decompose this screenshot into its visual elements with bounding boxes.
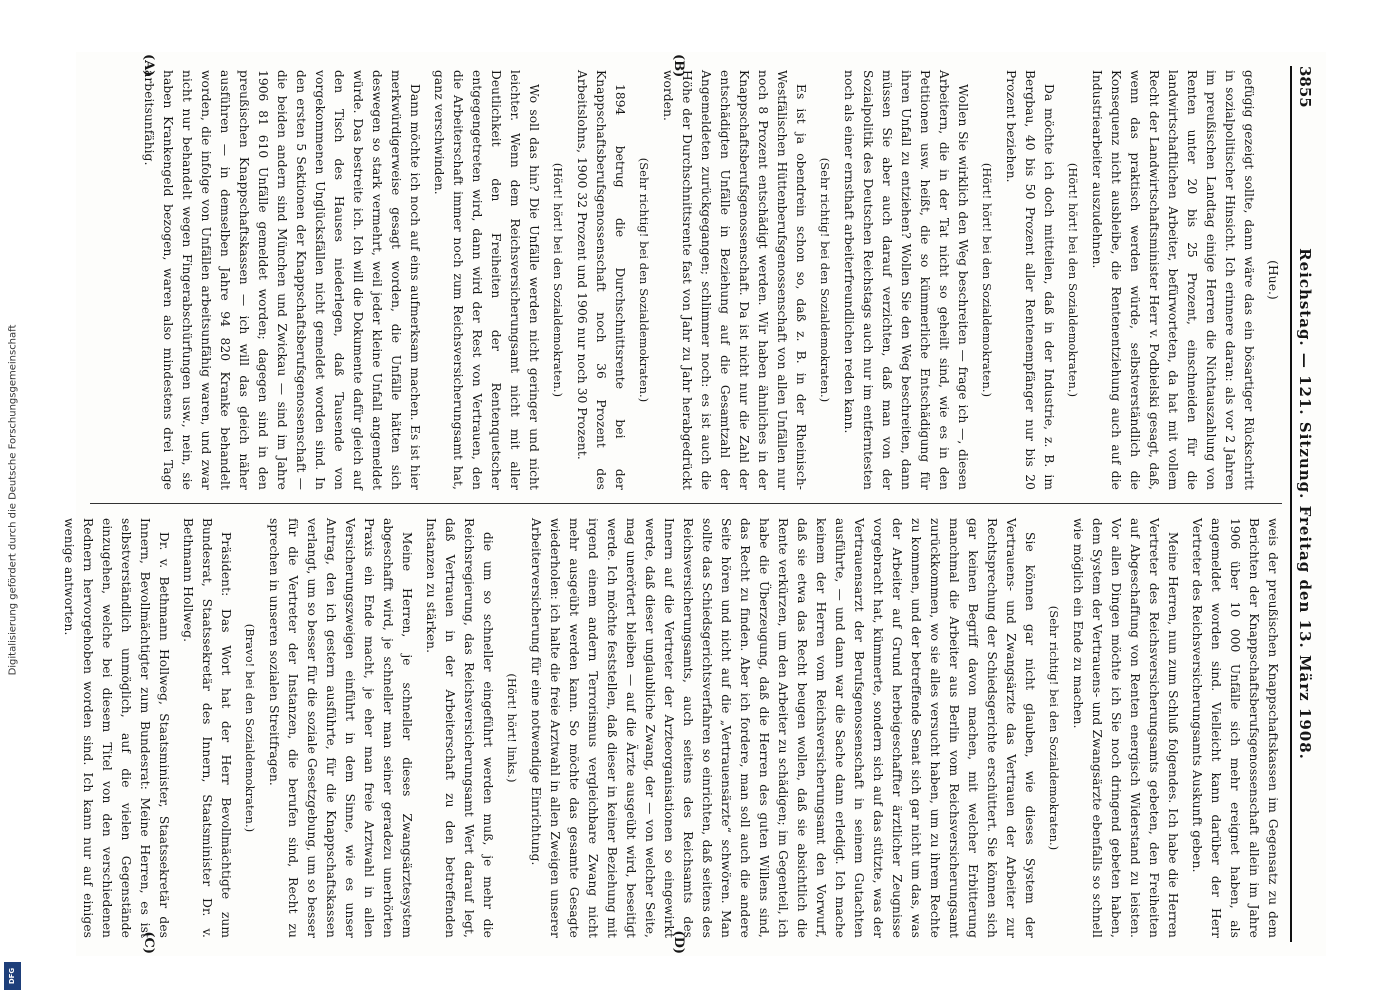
page-number: 3855 bbox=[1296, 66, 1314, 108]
paragraph: Wollen Sie wirklich den Weg beschreiten — frage ich —, diesen Arbeitern, die in der Tat nicht so geheilt sind, wie es in den Petitionen usw. heißt, die so kümmerliche Entschädigung für ihren Unfall zu entziehen? Wollen Sie den Weg beschreiten, dann müssen Sie aber auch darauf verzichten, daß man von der Sozialpolitik des Deutschen Reichstags auch nur im entferntesten noch als einer ernsthaft arbeiterfreundlichen reden kann. bbox=[842, 70, 970, 490]
margin-marker-c: (C) bbox=[141, 931, 156, 954]
page-header bbox=[1290, 66, 1318, 942]
page-title: Reichstag. — 121. Sitzung. Freitag den 13. März 1908. bbox=[1296, 248, 1314, 760]
scanned-page bbox=[62, 52, 1326, 956]
margin-marker-d: (D) bbox=[671, 930, 686, 954]
margin-marker-a: (A) bbox=[141, 54, 156, 77]
credit-text: Digitalisierung gefördert durch die Deutsche Forschungsgemeinschaft bbox=[7, 324, 19, 676]
paragraph: Sie können gar nicht glauben, wie dieses System der Vertrauens- und Zwangsärzte das Vertrauen der Arbeiter zur Rechtsprechung der Schiedsgerichte erschüttert. Sie können sich gar keinen Begriff davon machen, mit welcher Erbitterung manchmal die Arbeiter aus Berlin vom Reichsversicherungsamt zurückkommen, wo sie alles versucht haben, um zu ihrem Rechte zu kommen, und der betreffende Senat sich gar nicht um das, was der Arbeiter auf Grund herbeigeschaffter ärztlicher Zeugnisse vorgebracht hat, kümmerte, sondern sich auf das stützte, was der Vertrauensarzt der Berufsgenossenschaft in seinem Gutachten ausführte, — und dann war die Sache dann erledigt. Ich mache keinem der Herren vom Reichsversicherungsamt den Vorwurf, daß sie etwa das Recht beugen wollen, daß sie absichtlich die Rente verkürzen, um den Arbeiter zu schädigen; im Gegenteil, ich habe die Überzeugung, daß die Herren des guten Willens sind, das Recht zu finden. Aber ich fordere, man soll auch die andere Seite hören und nicht auf die „Vertrauensärzte“ schwören. Man sollte das Schiedsgerichtsverfahren so einrichten, daß seitens des Reichsversicherungsamts, auch seitens des Reichsamts des Innern auf die Vertreter der Arzteorganisationen so eingewirkt werde, daß dieser unglaubliche Zwang, der — von welcher Seite, mag unerörtert bleiben — auf die Ärzte ausgeübt wird, beseitigt werde. Ich möchte feststellen, daß dieser in keiner Beziehung mit irgend einem andern Terrorismus vergleichbare Zwang nicht mehr ausgeübt werden kann. So möchte das gesamte Gesagte wiederholen: ich halte die freie Arztwahl in allen Zweigen unserer Arbeiterversicherung für eine notwendige Einrichtung. bbox=[529, 518, 1037, 938]
paragraph: Es ist ja obendrein schon so, daß z. B. in der Rheinisch-Westfälischen Hüttenberufsgenossenschaft von allen Unfällen nur noch 8 Prozent entschädigt werden. Wir haben ähnliches in der Knappschaftsberufsgenossenschaft. Da ist nicht nur die Zahl der entschädigten Unfälle in Beziehung auf die Gesamtzahl der Angemeldeten zurückgegangen; schlimmer noch: es ist auch die Höhe der Durchschnittsrente fast von Jahr zu Jahr herabgedrückt worden. bbox=[661, 70, 808, 490]
paragraph: Dr. v. Bethmann Hollweg, Staatsminister, Staatssekretär des Innern, Bevollmächtigter zum Bundesrat: Meine Herren, es ist selbstverständlich unmöglich, auf die vielen Gegenstände einzugehen, welche bei diesem Titel von den verschiedenen Rednern hervorgehoben worden sind. Ich kann nur auf einiges wenige antworten. bbox=[62, 518, 171, 938]
interjection: (Sehr richtig! bei den Sozialdemokraten.) bbox=[1047, 605, 1061, 851]
interjection: (Bravo! bei den Sozialdemokraten.) bbox=[243, 623, 257, 833]
column-divider bbox=[90, 503, 1282, 504]
interjection: (Hört! hört! bei den Sozialdemokraten.) bbox=[1066, 162, 1080, 398]
paragraph: Präsident: Das Wort hat der Herr Bevollmächtigte zum Bundesrat, Staatssekretär des Innern, Staatsminister Dr. v. Bethmann Hollweg. bbox=[181, 518, 233, 938]
paragraph: Meine Herren, nun zum Schluß folgendes. Ich habe die Herren Vertreter des Reichsversicherungsamts gebeten, den Freiheiten auf Abgeschaffung von Renten energisch Widerstand zu leisten. Vor allen Dingen möchte ich Sie noch dringend gebeten haben, dem System der Vertrauens- und Zwangsärzte ebenfalls so schnell wie möglich ein Ende zu machen. bbox=[1071, 518, 1180, 938]
paragraph: Dann möchte ich noch auf eins aufmerksam machen. Es ist hier merkwürdigerweise gesagt worden, die Unfälle hätten sich deswegen so stark vermehrt, weil jeder kleine Unfall angemeldet würde. Das bestreite ich. Ich will die Dokumente dafür gleich auf den Tisch des Hauses niederlegen, daß Tausende von vorgekommenen Unglücksfällen nicht gemeldet worden sind. In den ersten 5 Sektionen der Knappschaftsberufsgenossenschaft — die beiden andern sind München und Zwickau — sind im Jahre 1906 81 610 Unfälle gemeldet worden; dagegen sind in den preußischen Knappschaftskassen — ich will das gleich näher ausführen — in demselben Jahre 94 820 Kranke behandelt worden, die infolge von Unfällen arbeitsunfähig waren, und zwar nicht nur behandelt wegen Fingerabschürfungen usw., nein, sie haben Krankengeld bezogen, waren also mindestens drei Tage arbeitsunfähig. bbox=[142, 70, 422, 490]
digitization-credit bbox=[0, 0, 26, 1000]
paragraph: Da möchte ich doch mitteilen, daß in der Industrie, z. B. im Bergbau, 40 bis 50 Prozent aller Rentenempfänger nur bis 20 Prozent beziehen. bbox=[1004, 70, 1056, 490]
dfg-logo: DFG bbox=[4, 962, 21, 990]
paragraph: 1894 betrug die Durchschnittsrente bei der Knappschaftsberufsgenossenschaft noch 36 Prozent des Arbeitslohns, 1900 32 Prozent und 1906 nur noch 30 Prozent. bbox=[575, 70, 627, 490]
paragraph: die um so schneller eingeführt werden muß, je mehr die Reichsregierung, das Reichsversicherungsamt Wert darauf legt, daß Vertrauen in der Arbeiterschaft zu den betreffenden Instanzen zu stärken. bbox=[424, 518, 495, 938]
paragraph: gefügig gezeigt sollte, dann wäre das ein bösartiger Rückschritt in sozialpolitischer Hinsicht. Ich erinnere daran: als vor 2 Jahren im preußischen Landtag einige Herren die Nichtauszahlung von Renten unter 20 bis 25 Prozent, einschneiden für die landwirtschaftlichen Arbeiter, befürworteten, da hat mit vollem Recht der Landwirtschaftsminister Herr v. Podbielski gesagt, daß, wenn das praktisch werden würde, selbstverständlich die Konsequenz nicht ausbleibe, die Rentenentziehung auch auf die Industriearbeiter auszudehnen. bbox=[1090, 70, 1256, 490]
right-column bbox=[62, 518, 1282, 938]
scanned-page-wrapper bbox=[62, 52, 1326, 956]
paragraph: Wo soll das hin? Die Unfälle werden nicht geringer und nicht leichter. Wenn dem Reichsversicherungsamt nicht mit aller Deutlichkeit den Freiheiten der Rentenquetscher entgegengetreten wird, dann wird der Rest von Vertrauen, den die Arbeiterschaft immer noch zum Reichsversicherungsamt hat, ganz verschwinden. bbox=[432, 70, 541, 490]
interjection: (Hört! hört! bei den Sozialdemokraten.) bbox=[980, 162, 994, 398]
paragraph: (Hue.) bbox=[1266, 260, 1280, 300]
paragraph: weis der preußischen Knappschaftskassen im Gegensatz zu dem Berichten der Knappschaftsberufsgenossenschaft allein im Jahre 1906 über 10 000 Unfälle sich mehr ereignet haben, als angemeldet worden sind. Vielleicht kann darüber der Herr Vertreter des Reichsversicherungsamts Auskunft geben. bbox=[1190, 518, 1280, 938]
left-column bbox=[88, 70, 1282, 490]
paragraph: Meine Herren, je schneller dieses Zwangsärztesystem abgeschafft wird, je schneller man seiner geradezu unerhörten Praxis ein Ende macht, je eher man freie Arztwahl in allen Versicherungszweigen einführt in dem Sinne, wie es unser Antrag, den ich gestern ausführte, für die Knappschaftskassen verlangt, um so besser für die soziale Gesetzgebung, um so besser für die Vertreter der Instanzen, die berufen sind, Recht zu sprechen in unseren sozialen Streitfragen. bbox=[267, 518, 414, 938]
interjection: (Hört! hört! links.) bbox=[505, 673, 519, 783]
interjection: (Sehr richtig! bei den Sozialdemokraten.) bbox=[637, 157, 651, 403]
margin-marker-b: (B) bbox=[671, 54, 686, 78]
interjection: (Hört! hört! bei den Sozialdemokraten.) bbox=[551, 162, 565, 398]
interjection: (Sehr richtig! bei den Sozialdemokraten.) bbox=[818, 157, 832, 403]
